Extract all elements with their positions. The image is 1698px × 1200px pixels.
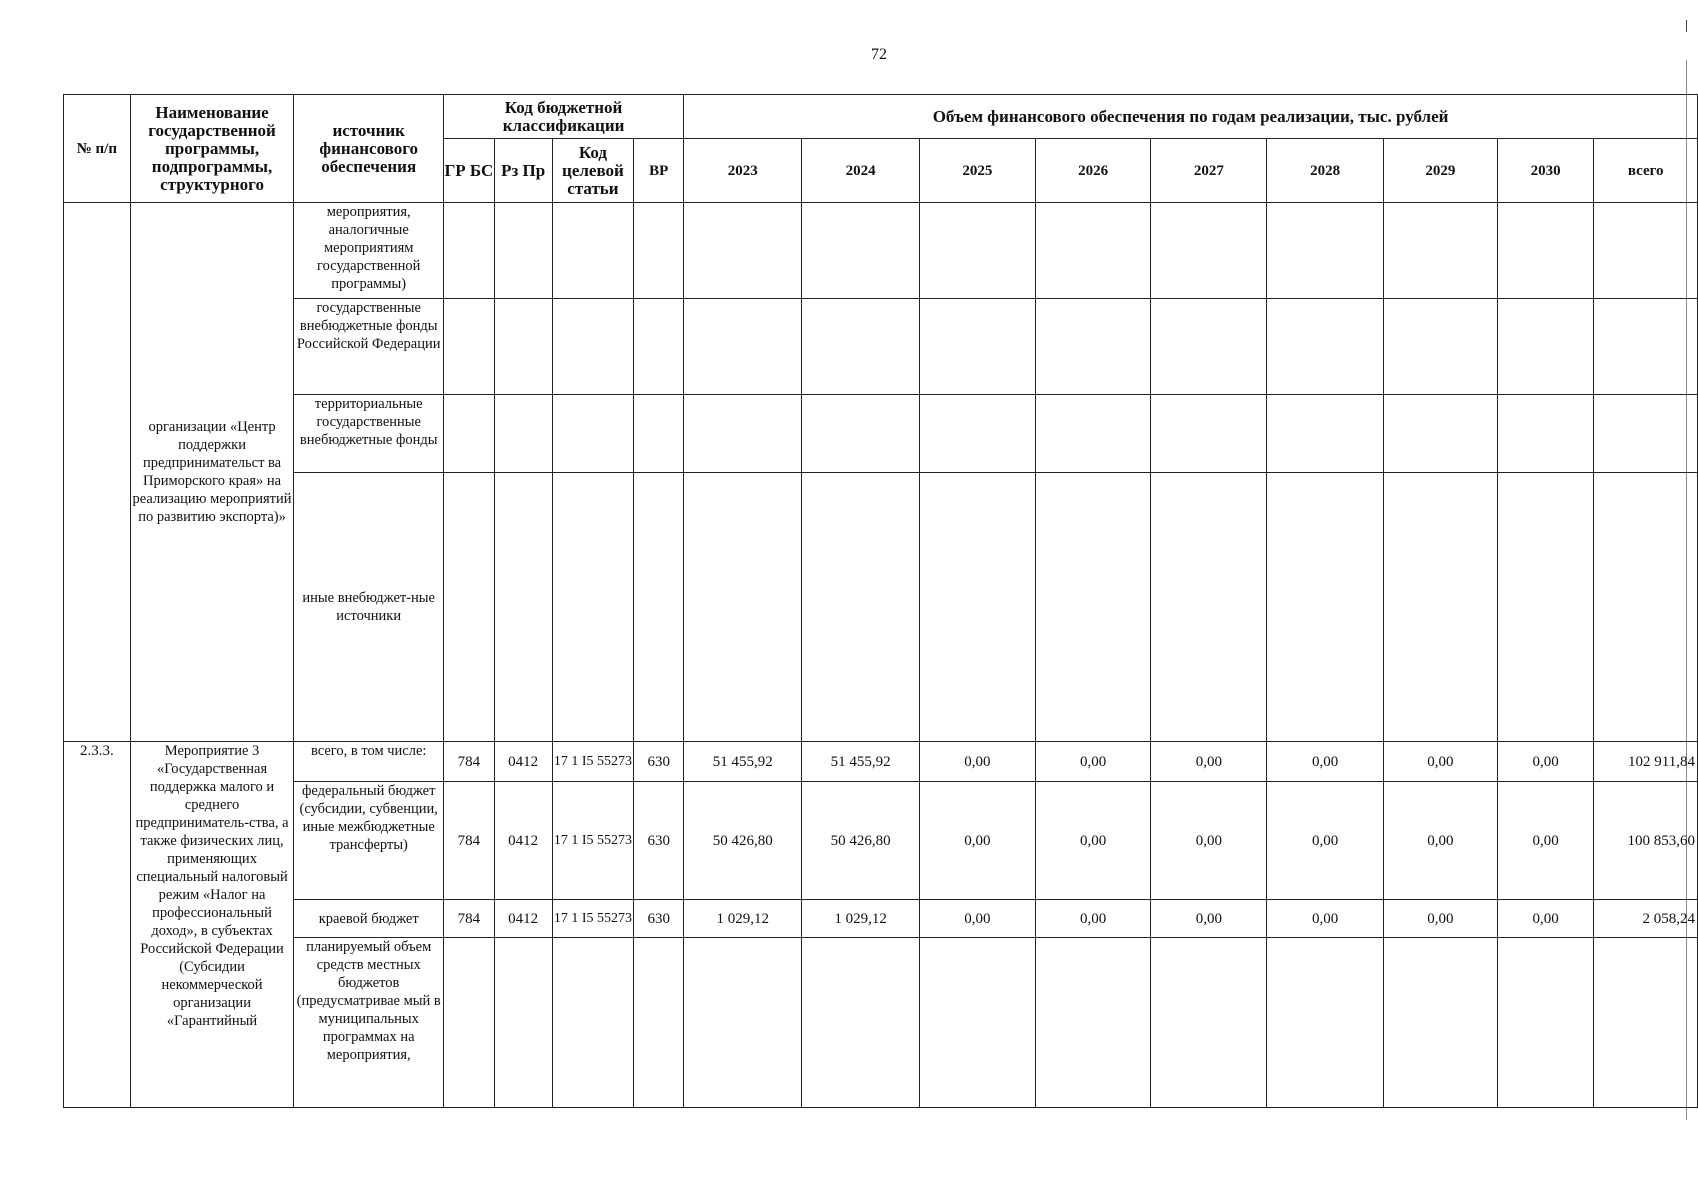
rzpr-cell: 0412 (494, 782, 552, 900)
value-2026: 0,00 (1036, 782, 1151, 900)
financing-table (63, 94, 1698, 1108)
value-2028: 0,00 (1267, 900, 1383, 938)
value-2023: 51 455,92 (684, 742, 802, 782)
header-year-2030: 2030 (1497, 139, 1593, 203)
value-2024: 1 029,12 (802, 900, 919, 938)
header-year-2028: 2028 (1267, 139, 1383, 203)
value-2027: 0,00 (1151, 900, 1267, 938)
grbs-cell: 784 (444, 742, 495, 782)
source-cell: мероприятия, аналогичные мероприятиям государственной программы) (294, 203, 444, 299)
source-cell: государственные внебюджетные фонды Российской Федерации (294, 299, 444, 395)
value-2030: 0,00 (1497, 900, 1593, 938)
table-row (64, 473, 1698, 742)
source-cell: иные внебюджет-ные источники (294, 473, 444, 742)
header-kcs: Код целевой статьи (552, 139, 634, 203)
kcs-cell: 17 1 I5 55273 (552, 742, 634, 782)
header-total: всего (1594, 139, 1698, 203)
header-year-2026: 2026 (1036, 139, 1151, 203)
value-2024: 50 426,80 (802, 782, 919, 900)
source-cell: территориальные государственные внебюджетные фонды (294, 395, 444, 473)
value-2030: 0,00 (1497, 742, 1593, 782)
table-row (64, 395, 1698, 473)
table-row (64, 203, 1698, 299)
item-number: 2.3.3. (64, 742, 131, 1108)
value-2025: 0,00 (919, 900, 1035, 938)
value-2024: 51 455,92 (802, 742, 919, 782)
value-total: 100 853,60 (1594, 782, 1698, 900)
value-2028: 0,00 (1267, 742, 1383, 782)
source-cell: планируемый объем средств местных бюджетов (предусматривае мый в муниципальных программах на мероприятия, (294, 938, 444, 1108)
table-row (64, 742, 1698, 782)
source-cell: федеральный бюджет (субсидии, субвенции, иные межбюджетные трансферты) (294, 782, 444, 900)
header-rzpr: Рз Пр (494, 139, 552, 203)
value-2029: 0,00 (1383, 782, 1497, 900)
value-2028: 0,00 (1267, 782, 1383, 900)
header-year-2024: 2024 (802, 139, 919, 203)
header-year-2025: 2025 (919, 139, 1035, 203)
value-2029: 0,00 (1383, 742, 1497, 782)
value-2027: 0,00 (1151, 782, 1267, 900)
value-2026: 0,00 (1036, 900, 1151, 938)
page-number: 72 (871, 46, 887, 63)
header-source: источник финансового обеспечения (294, 95, 444, 203)
table-row (64, 900, 1698, 938)
kcs-cell: 17 1 I5 55273 (552, 782, 634, 900)
source-cell: краевой бюджет (294, 900, 444, 938)
kcs-cell: 17 1 I5 55273 (552, 900, 634, 938)
rzpr-cell: 0412 (494, 742, 552, 782)
cell-num-empty (64, 203, 131, 742)
header-grbs: ГР БС (444, 139, 495, 203)
vr-cell: 630 (634, 742, 684, 782)
header-year-2027: 2027 (1151, 139, 1267, 203)
table-row (64, 299, 1698, 395)
vr-cell: 630 (634, 782, 684, 900)
header-name: Наименование государственной программы, подпрограммы, структурного (130, 95, 294, 203)
grbs-cell: 784 (444, 900, 495, 938)
value-2025: 0,00 (919, 742, 1035, 782)
header-vr: ВР (634, 139, 684, 203)
value-2023: 1 029,12 (684, 900, 802, 938)
header-volume: Объем финансового обеспечения по годам реализации, тыс. рублей (684, 95, 1698, 139)
value-2030: 0,00 (1497, 782, 1593, 900)
header-num: № п/п (64, 95, 131, 203)
header-year-2029: 2029 (1383, 139, 1497, 203)
program-name-cell: Мероприятие 3 «Государственная поддержка малого и среднего предприниматель-ства, а также физических лиц, применяющих специальный налоговый режим «Налог на професcиональный доход», в субъектах Российской Федерации (Субсидии некоммерческой организации «Гарантийный (130, 742, 294, 1108)
grbs-cell: 784 (444, 782, 495, 900)
value-2029: 0,00 (1383, 900, 1497, 938)
source-cell: всего, в том числе: (294, 742, 444, 782)
program-name-cell: организации «Центр поддержки предпринимательст ва Приморского края» на реализацию мероприятий по развитию экспорта)» (130, 203, 294, 742)
table-row (64, 938, 1698, 1108)
header-row-1 (64, 95, 1698, 139)
rzpr-cell: 0412 (494, 900, 552, 938)
value-2027: 0,00 (1151, 742, 1267, 782)
value-total: 2 058,24 (1594, 900, 1698, 938)
value-2023: 50 426,80 (684, 782, 802, 900)
header-kbk: Код бюджетной классификации (444, 95, 684, 139)
header-year-2023: 2023 (684, 139, 802, 203)
table-row (64, 782, 1698, 900)
value-2026: 0,00 (1036, 742, 1151, 782)
value-total: 102 911,84 (1594, 742, 1698, 782)
value-2025: 0,00 (919, 782, 1035, 900)
vr-cell: 630 (634, 900, 684, 938)
